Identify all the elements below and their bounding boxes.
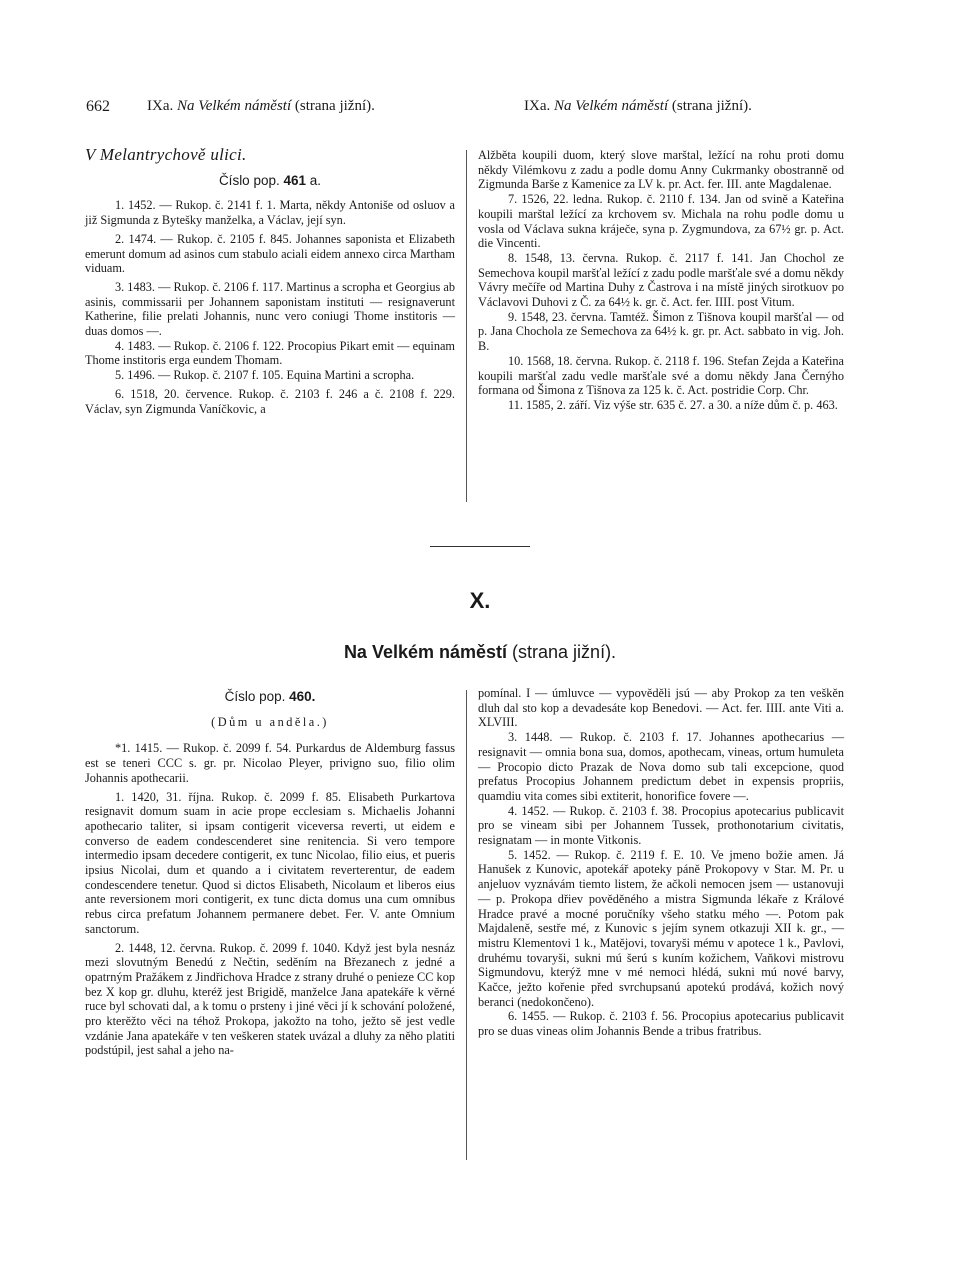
house-number-value: 461 xyxy=(283,172,307,188)
entry-continuation: Alžběta koupili duom, který slove marštal, ležící na rohu proti domu někdy Vilémkovu z zadu a podle domu Anny Cukrmanky obostranně od Zigmunda Barše z Kamenice za LV k. pr. Act. fer. III. ante Magdalenae. xyxy=(478,148,844,192)
chapter-title-rest: (strana jižní). xyxy=(507,642,617,662)
entry: 4. 1483. — Rukop. č. 2106 f. 122. Procopius Pikart emit — equinam Thome institoris erga eundem Thomam. xyxy=(85,338,455,368)
running-head-right-italic: Na Velkém náměstí xyxy=(554,98,669,114)
running-head-left-italic: Na Velkém náměstí xyxy=(177,98,292,114)
running-head-right-prefix: IXa. xyxy=(524,98,554,114)
running-head-left xyxy=(147,98,375,115)
entry: 3. 1448. — Rukop. č. 2103 f. 17. Johannes apothecarius — resignavit — omnia bona sua, domos, apothecam, vineas, ortum humuleta — Procopio dicto Prazak de Nova domo sub tali excepcione, quod prefatus Procopius Johannem predictum debet in expensis propriis, quamdiu vita comes sibi extiterit, honorifice fovere —. xyxy=(478,730,844,803)
entry: 6. 1518, 20. července. Rukop. č. 2103 f. 246 a č. 2108 f. 229. Václav, syn Zigmunda Vaníčkovic, a xyxy=(85,386,455,416)
entry: 1. 1452. — Rukop. č. 2141 f. 1. Marta, někdy Antoniše od osluov a již Sigmunda z Bytešky manželka, a Václav, její syn. xyxy=(85,198,455,228)
house-460-value: 460. xyxy=(289,689,316,704)
entry-continuation: pomínal. I — úmluvce — vypověděli jsú — aby Prokop za ten veškěn dluh dal sto kop a devadesáte kop Benedovi. — Act. fer. IIII. ante Viti a. XLVIII. xyxy=(478,686,844,730)
upper-right-column xyxy=(478,148,844,413)
house-number-heading xyxy=(85,174,455,189)
entry: 2. 1474. — Rukop. č. 2105 f. 845. Johannes saponista et Elizabeth emerunt domum ad asinos cum stabulo aciali eidem annexo circa Martham viduam. xyxy=(85,231,455,276)
page-number: 662 xyxy=(86,98,110,115)
running-head-left-suffix: (strana jižní). xyxy=(291,98,375,114)
entry: *1. 1415. — Rukop. č. 2099 f. 54. Purkardus de Aldemburg fassus est se teneri CCC s. gr. pr. Nicolao Pleyer, privigno suo, filio olim Johannis apothecarii. xyxy=(85,741,455,785)
entry: 1. 1420, 31. října. Rukop. č. 2099 f. 85. Elisabeth Purkartova resignavit domum suam in acie prope ecclesiam s. Michaelis Johanni apothecario taliter, si ipsam contigerit viceversa reverti, ut eidem e converso de eadem condescenderet sine renitencia. Si vero tempore intermedio ipsam decedere contigerit, ex tunc Nicolao, filio eius, et pueris ipsius Nicolai, dum et quando a i civitatem reverterentur, de eadem condescendere tenetur. Quod si dictos Elisabeth, Nicolaum et liberos eius ante reversionem mori contigerit, ex tunc dicta domus una cum omnibus rebus circa prefatum Johannem permanere debet. Fer. V. ante Omnium sanctorum. xyxy=(85,789,455,936)
chapter-title-bold: Na Velkém náměstí xyxy=(343,642,508,662)
entry: 5. 1496. — Rukop. č. 2107 f. 105. Equina Martini a scropha. xyxy=(115,368,415,383)
house-460-label: Číslo pop. xyxy=(224,689,286,704)
lower-left-column xyxy=(85,690,455,1058)
entry: 7. 1526, 22. ledna. Rukop. č. 2110 f. 134. Jan od svině a Kateřina koupili marštal ležící za krchovem sv. Michala na rohu podle domu u vosla od Václava sukna kráječe, syna p. Zygmundova, za 67½ gr. p. Act. die Vincenti. xyxy=(478,192,844,251)
upper-left-column xyxy=(85,145,455,416)
entry: 10. 1568, 18. června. Rukop. č. 2118 f. 196. Stefan Zejda a Kateřina koupili maršťal zadu vedle maršťale své a domu někdy Jana Černýho formana od Šimona z Tišnova za 125 k. č. Act. postridie Corp. Chr. xyxy=(478,353,844,398)
entry: 8. 1548, 13. června. Rukop. č. 2117 f. 141. Jan Chochol ze Semechova koupil maršťal ležící z zadu podle maršťale své a domu někdy Vávry mečíře od Martina Duhy z Častrova i na místě jiných sirotkuov po Václavovi Duhovi z Č. za 64½ k. gr. č. Act. fer. IIII. post Vitum. xyxy=(478,250,844,310)
entry: 4. 1452. — Rukop. č. 2103 f. 38. Procopius apotecarius publicavit pro se vineam sibi per Johannem Tussek, prothonotarium civitatis, resignatam — in monte Vitkonis. xyxy=(478,803,844,848)
house-name: (Dům u anděla.) xyxy=(211,714,329,729)
house-460-heading xyxy=(85,690,455,705)
house-number-suffix: a. xyxy=(306,172,322,188)
running-head-right-suffix: (strana jižní). xyxy=(668,98,752,114)
entry: 9. 1548, 23. června. Tamtéž. Šimon z Tišnova koupil maršťal — od p. Jana Chochola ze Semechova za 64½ k. gr. pr. Act. sabbato in vig. Joh. B. xyxy=(478,309,844,354)
running-head-left-prefix: IXa. xyxy=(147,98,177,114)
chapter-number: X. xyxy=(469,588,491,613)
entry: 5. 1452. — Rukop. č. 2119 f. E. 10. Ve jmeno božie amen. Já Hanušek z Kunovic, apotekář apoteky páně Prokopovy v Star. M. Pr. u anjeluov vyznávám tiemto listem, že ačkoli nemocen jsem — ustanovuji — p. Prokopa dřiev pověděného a mistra Sigmunda lékaře z Králové Hradce pravé a mocné poručníky všeho statku mého —. Potom pak Majdaleně, sestře mé, z Kunovic s jejím synem otkazuji XII k. gr., — mistru Klementovi 1 k., Matějovi, tovaryši mému v apotece 1 k., Pavlovi, druhému tovaryši, sukni mú šerú s kuním kožichem, Vaňkovi mistrovu Sigmundovu, kterýž mne v mé nemoci hlédá, sukni mú nové barvy, Kačce, ježto kořenie před svrchupsanú apotekú prodává, kožich nový beranci (nedokončeno). xyxy=(478,847,844,1009)
column-divider-upper xyxy=(466,150,467,502)
column-divider-lower xyxy=(466,690,467,1160)
chapter-title xyxy=(0,642,960,663)
running-head-right xyxy=(524,98,752,115)
entry: 6. 1455. — Rukop. č. 2103 f. 56. Procopius apotecarius publicavit pro se duas vineas olim Johannis Bende a tribus fratribus. xyxy=(478,1009,844,1039)
entry: 11. 1585, 2. září. Viz výše str. 635 č. 27. a 30. a níže dům č. p. 463. xyxy=(508,397,838,412)
entry: 3. 1483. — Rukop. č. 2106 f. 117. Martinus a scropha et Georgius ab asinis, commissarii per Johannem saponistam instituti — resignaverunt Katherine, filie prelati Johannis, nunc vero coniugi Thome institoris — duas domos —. xyxy=(85,279,455,339)
section-separator-rule xyxy=(430,546,530,547)
entry: 2. 1448, 12. června. Rukop. č. 2099 f. 1040. Když jest byla nesnáz mezi slovutným Benedú z Nečtin, seděním na Březanech z jedné a opatrným Pražákem z Jindřichova Hradce z strany druhé o penieze CC kop bez X kop gr. dluhu, kteréž jest Brigidě, manželce Jana apatekáře k věrné ruce byl schovati dal, a k tomu o prsteny i jiné věci jí k schování položené, pro kterěžto věci na téhož Prokopa, jakožto na toho, ježto sě jest vedle vzdánie Jana apatekáře v ten veškeren statek uvázal a dluhy za něho platiti podstúpil, jest sahal a jeho na- xyxy=(85,940,455,1058)
section-title: V Melantrychově ulici. xyxy=(85,145,247,164)
lower-right-column xyxy=(478,686,844,1039)
house-number-label: Číslo pop. xyxy=(218,172,280,188)
